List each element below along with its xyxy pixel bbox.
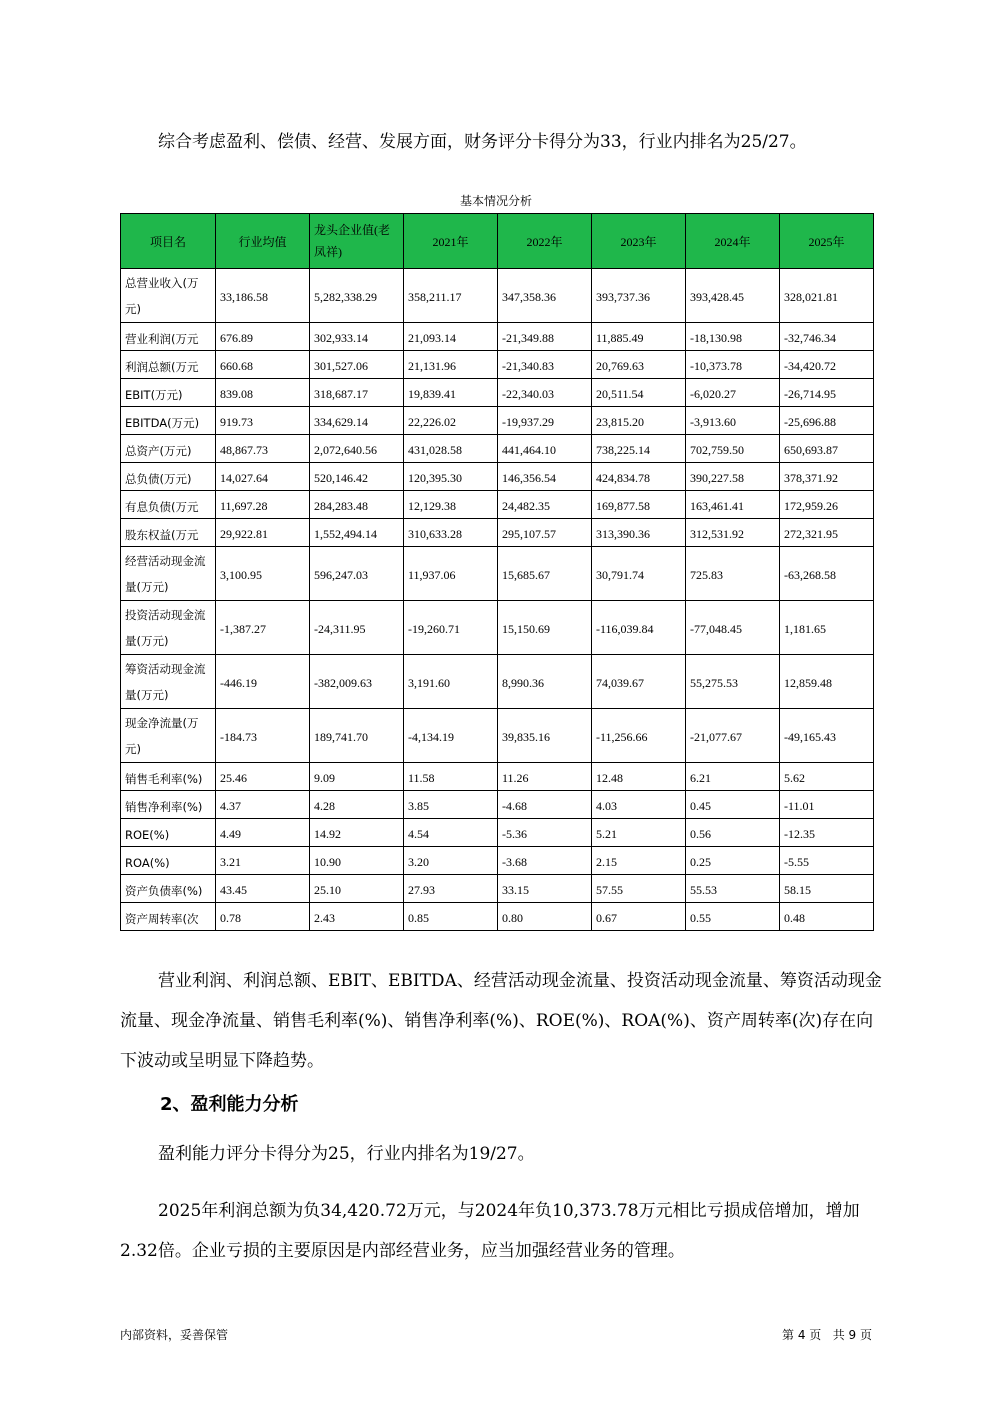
table-cell: 27.93 <box>404 875 498 903</box>
table-cell: 74,039.67 <box>592 655 686 709</box>
table-cell: -18,130.98 <box>686 323 780 351</box>
table-cell: 19,839.41 <box>404 379 498 407</box>
table-row <box>121 491 874 519</box>
table-cell: -11.01 <box>780 791 874 819</box>
table-header-row <box>121 214 874 269</box>
table-cell: 0.55 <box>686 903 780 931</box>
table-cell: -11,256.66 <box>592 709 686 763</box>
table-row <box>121 875 874 903</box>
table-cell: 378,371.92 <box>780 463 874 491</box>
table-cell: 5,282,338.29 <box>310 269 404 323</box>
table-cell: 3.21 <box>216 847 310 875</box>
table-cell: -5.36 <box>498 819 592 847</box>
table-cell: -77,048.45 <box>686 601 780 655</box>
table-cell: -3,913.60 <box>686 407 780 435</box>
table-cell: 12.48 <box>592 763 686 791</box>
table-cell: -32,746.34 <box>780 323 874 351</box>
table-cell: 4.03 <box>592 791 686 819</box>
table-cell: 120,395.30 <box>404 463 498 491</box>
table-row <box>121 601 874 655</box>
table-cell: 43.45 <box>216 875 310 903</box>
table-cell: 15,685.67 <box>498 547 592 601</box>
table-cell: 302,933.14 <box>310 323 404 351</box>
row-label: 经营活动现金流量(万元) <box>121 547 216 601</box>
table-cell: 1,181.65 <box>780 601 874 655</box>
table-cell: 313,390.36 <box>592 519 686 547</box>
table-cell: 2.15 <box>592 847 686 875</box>
row-label: 筹资活动现金流量(万元) <box>121 655 216 709</box>
table-cell: -4.68 <box>498 791 592 819</box>
row-label: 总营业收入(万元) <box>121 269 216 323</box>
row-label: EBITDA(万元) <box>121 407 216 435</box>
table-cell: 9.09 <box>310 763 404 791</box>
table-cell: -21,340.83 <box>498 351 592 379</box>
table-cell: 2.43 <box>310 903 404 931</box>
row-label: 营业利润(万元 <box>121 323 216 351</box>
table-cell: -24,311.95 <box>310 601 404 655</box>
table-cell: 839.08 <box>216 379 310 407</box>
table-cell: 676.89 <box>216 323 310 351</box>
table-cell: 172,959.26 <box>780 491 874 519</box>
table-cell: 39,835.16 <box>498 709 592 763</box>
table-cell: 4.54 <box>404 819 498 847</box>
table-cell: 431,028.58 <box>404 435 498 463</box>
table-row <box>121 791 874 819</box>
table-cell: 3,100.95 <box>216 547 310 601</box>
table-cell: 4.28 <box>310 791 404 819</box>
table-row <box>121 763 874 791</box>
table-cell: 22,226.02 <box>404 407 498 435</box>
table-row <box>121 655 874 709</box>
row-label: 总资产(万元) <box>121 435 216 463</box>
table-cell: 11,885.49 <box>592 323 686 351</box>
table-cell: 25.10 <box>310 875 404 903</box>
row-label: 总负债(万元) <box>121 463 216 491</box>
table-cell: 2,072,640.56 <box>310 435 404 463</box>
row-label: 资产负债率(%) <box>121 875 216 903</box>
table-cell: -382,009.63 <box>310 655 404 709</box>
table-cell: -12.35 <box>780 819 874 847</box>
header-2024: 2024年 <box>686 214 780 269</box>
table-cell: -21,077.67 <box>686 709 780 763</box>
table-cell: -5.55 <box>780 847 874 875</box>
table-cell: 520,146.42 <box>310 463 404 491</box>
header-leader-value: 龙头企业值(老凤祥) <box>310 214 404 269</box>
table-cell: -116,039.84 <box>592 601 686 655</box>
trend-paragraph: 营业利润、利润总额、EBIT、EBITDA、经营活动现金流量、投资活动现金流量、筹资活动现金流量、现金净流量、销售毛利率(%)、销售净利率(%)、ROE(%)、ROA(%)、资产周转率(次)存在向下波动或呈明显下降趋势。 <box>120 971 882 1071</box>
table-cell: 12,129.38 <box>404 491 498 519</box>
table-row <box>121 269 874 323</box>
table-cell: -19,937.29 <box>498 407 592 435</box>
table-cell: 5.21 <box>592 819 686 847</box>
table-cell: 272,321.95 <box>780 519 874 547</box>
table-cell: 29,922.81 <box>216 519 310 547</box>
table-cell: 596,247.03 <box>310 547 404 601</box>
row-label: 投资活动现金流量(万元) <box>121 601 216 655</box>
table-cell: 0.48 <box>780 903 874 931</box>
row-label: 现金净流量(万元) <box>121 709 216 763</box>
row-label: 销售毛利率(%) <box>121 763 216 791</box>
table-cell: 919.73 <box>216 407 310 435</box>
table-row <box>121 819 874 847</box>
header-item-name: 项目名 <box>121 214 216 269</box>
table-cell: 301,527.06 <box>310 351 404 379</box>
table-cell: 3,191.60 <box>404 655 498 709</box>
footer-page-number: 第 4 页 共 9 页 <box>782 1328 872 1342</box>
table-cell: 3.85 <box>404 791 498 819</box>
row-label: 股东权益(万元 <box>121 519 216 547</box>
table-cell: 424,834.78 <box>592 463 686 491</box>
intro-paragraph: 综合考虑盈利、偿债、经营、发展方面，财务评分卡得分为33，行业内排名为25/27。 <box>158 132 807 152</box>
header-industry-avg: 行业均值 <box>216 214 310 269</box>
table-cell: 163,461.41 <box>686 491 780 519</box>
table-cell: 55,275.53 <box>686 655 780 709</box>
table-cell: 0.80 <box>498 903 592 931</box>
table-cell: 15,150.69 <box>498 601 592 655</box>
table-row <box>121 463 874 491</box>
table-cell: 146,356.54 <box>498 463 592 491</box>
table-cell: 30,791.74 <box>592 547 686 601</box>
table-cell: 702,759.50 <box>686 435 780 463</box>
table-cell: -446.19 <box>216 655 310 709</box>
table-cell: 393,737.36 <box>592 269 686 323</box>
table-cell: -3.68 <box>498 847 592 875</box>
table-cell: 23,815.20 <box>592 407 686 435</box>
table-cell: 318,687.17 <box>310 379 404 407</box>
table-cell: 0.25 <box>686 847 780 875</box>
table-cell: 441,464.10 <box>498 435 592 463</box>
table-row <box>121 847 874 875</box>
table-cell: 660.68 <box>216 351 310 379</box>
table-row <box>121 709 874 763</box>
table-cell: -26,714.95 <box>780 379 874 407</box>
table-cell: 58.15 <box>780 875 874 903</box>
table-cell: -63,268.58 <box>780 547 874 601</box>
table-cell: -19,260.71 <box>404 601 498 655</box>
table-cell: 0.85 <box>404 903 498 931</box>
table-cell: 11,937.06 <box>404 547 498 601</box>
table-cell: 334,629.14 <box>310 407 404 435</box>
table-cell: 21,131.96 <box>404 351 498 379</box>
table-cell: -6,020.27 <box>686 379 780 407</box>
table-cell: -10,373.78 <box>686 351 780 379</box>
table-cell: 20,769.63 <box>592 351 686 379</box>
header-2025: 2025年 <box>780 214 874 269</box>
table-cell: 312,531.92 <box>686 519 780 547</box>
table-cell: 6.21 <box>686 763 780 791</box>
table-cell: -34,420.72 <box>780 351 874 379</box>
table-cell: 0.78 <box>216 903 310 931</box>
table-row <box>121 351 874 379</box>
table-cell: 57.55 <box>592 875 686 903</box>
profit-detail-paragraph: 2025年利润总额为负34,420.72万元，与2024年负10,373.78万元相比亏损成倍增加，增加2.32倍。企业亏损的主要原因是内部经营业务，应当加强经营业务的管理。 <box>120 1201 860 1261</box>
row-label: 销售净利率(%) <box>121 791 216 819</box>
header-2022: 2022年 <box>498 214 592 269</box>
table-cell: 284,283.48 <box>310 491 404 519</box>
table-cell: 328,021.81 <box>780 269 874 323</box>
table-cell: 25.46 <box>216 763 310 791</box>
table-cell: 3.20 <box>404 847 498 875</box>
table-row <box>121 903 874 931</box>
table-row <box>121 519 874 547</box>
table-cell: 189,741.70 <box>310 709 404 763</box>
table-cell: 24,482.35 <box>498 491 592 519</box>
row-label: ROA(%) <box>121 847 216 875</box>
table-row <box>121 379 874 407</box>
table-cell: 0.45 <box>686 791 780 819</box>
table-cell: 4.49 <box>216 819 310 847</box>
table-cell: 347,358.36 <box>498 269 592 323</box>
table-cell: 169,877.58 <box>592 491 686 519</box>
table-cell: 11,697.28 <box>216 491 310 519</box>
table-caption: 基本情况分析 <box>459 194 532 208</box>
table-row <box>121 547 874 601</box>
row-label: 资产周转率(次 <box>121 903 216 931</box>
table-cell: 48,867.73 <box>216 435 310 463</box>
profit-score-paragraph: 盈利能力评分卡得分为25，行业内排名为19/27。 <box>158 1144 535 1164</box>
table-cell: 20,511.54 <box>592 379 686 407</box>
table-cell: 21,093.14 <box>404 323 498 351</box>
table-row <box>121 435 874 463</box>
table-cell: 55.53 <box>686 875 780 903</box>
table-cell: 1,552,494.14 <box>310 519 404 547</box>
table-cell: 725.83 <box>686 547 780 601</box>
table-cell: -25,696.88 <box>780 407 874 435</box>
table-cell: 11.58 <box>404 763 498 791</box>
table-cell: 12,859.48 <box>780 655 874 709</box>
table-cell: 738,225.14 <box>592 435 686 463</box>
table-cell: -184.73 <box>216 709 310 763</box>
table-cell: -1,387.27 <box>216 601 310 655</box>
table-cell: 358,211.17 <box>404 269 498 323</box>
table-cell: -21,349.88 <box>498 323 592 351</box>
table-cell: 310,633.28 <box>404 519 498 547</box>
table-cell: 14,027.64 <box>216 463 310 491</box>
table-cell: -4,134.19 <box>404 709 498 763</box>
table-cell: 33.15 <box>498 875 592 903</box>
table-cell: 295,107.57 <box>498 519 592 547</box>
table-cell: 11.26 <box>498 763 592 791</box>
table-cell: 390,227.58 <box>686 463 780 491</box>
row-label: 有息负债(万元 <box>121 491 216 519</box>
section-heading: 2、盈利能力分析 <box>160 1094 299 1115</box>
header-2023: 2023年 <box>592 214 686 269</box>
table-cell: 5.62 <box>780 763 874 791</box>
row-label: ROE(%) <box>121 819 216 847</box>
table-cell: 33,186.58 <box>216 269 310 323</box>
row-label: 利润总额(万元 <box>121 351 216 379</box>
table-cell: 393,428.45 <box>686 269 780 323</box>
table-row <box>121 323 874 351</box>
table-cell: 0.56 <box>686 819 780 847</box>
table-row <box>121 407 874 435</box>
table-cell: 10.90 <box>310 847 404 875</box>
table-cell: 650,693.87 <box>780 435 874 463</box>
table-cell: 0.67 <box>592 903 686 931</box>
table-cell: -22,340.03 <box>498 379 592 407</box>
row-label: EBIT(万元) <box>121 379 216 407</box>
header-2021: 2021年 <box>404 214 498 269</box>
financial-table <box>120 213 874 931</box>
table-cell: 4.37 <box>216 791 310 819</box>
footer-left: 内部资料，妥善保管 <box>120 1328 229 1342</box>
table-cell: 14.92 <box>310 819 404 847</box>
table-cell: 8,990.36 <box>498 655 592 709</box>
table-cell: -49,165.43 <box>780 709 874 763</box>
